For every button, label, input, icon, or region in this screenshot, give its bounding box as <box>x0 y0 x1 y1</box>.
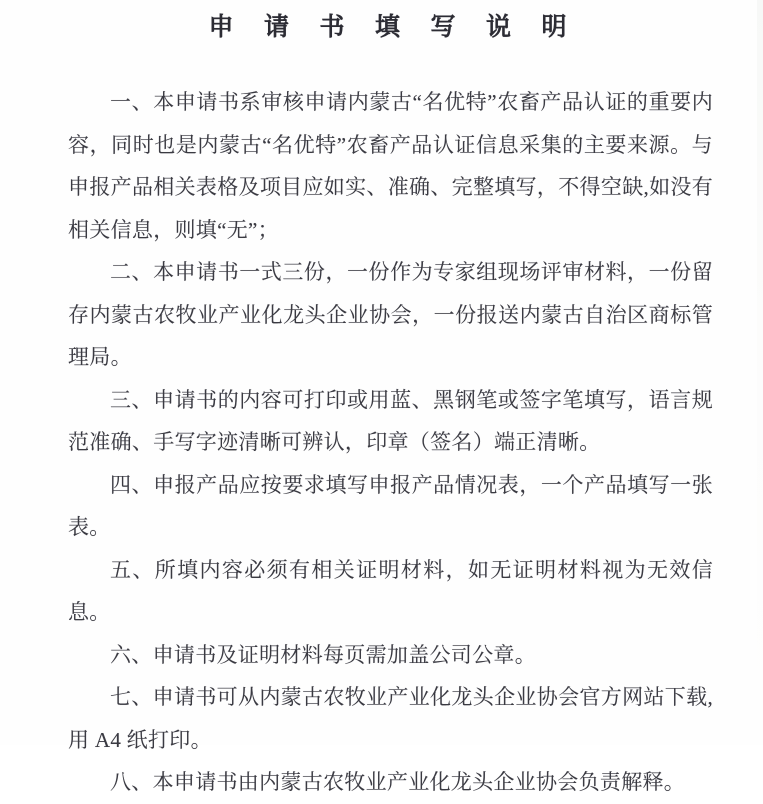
document-title: 申 请 书 填 写 说 明 <box>208 14 573 41</box>
instruction-item-6: 六、申请书及证明材料每页需加盖公司公章。 <box>110 642 536 667</box>
instruction-item-3: 三、申请书的内容可打印或用蓝、黑钢笔或签字笔填写，语言规范准确、手写字迹清晰可辨认，印章（签名）端正清晰。 <box>68 387 713 454</box>
scan-edge-artifact <box>757 0 763 745</box>
instruction-item-1: 一、本申请书系审核申请内蒙古“名优特”农畜产品认证的重要内容，同时也是内蒙古“名优特”农畜产品认证信息采集的主要来源。与申报产品相关表格及项目应如实、准确、完整填写，不得空缺,如没有相关信息，则填“无”； <box>68 90 713 242</box>
instruction-item-7: 七、申请书可从内蒙古农牧业产业化龙头企业协会官方网站下载,用 A4 纸打印。 <box>68 685 713 752</box>
instruction-item-4: 四、申报产品应按要求填写申报产品情况表，一个产品填写一张表。 <box>68 472 713 539</box>
instruction-item-8: 八、本申请书由内蒙古农牧业产业化龙头企业协会负责解释。 <box>110 770 686 794</box>
document-body <box>68 81 713 804</box>
instruction-item-5: 五、所填内容必须有相关证明材料，如无证明材料视为无效信息。 <box>68 557 713 624</box>
instruction-item-2: 二、本申请书一式三份，一份作为专家组现场评审材料，一份留存内蒙古农牧业产业化龙头企业协会，一份报送内蒙古自治区商标管理局。 <box>68 260 713 369</box>
